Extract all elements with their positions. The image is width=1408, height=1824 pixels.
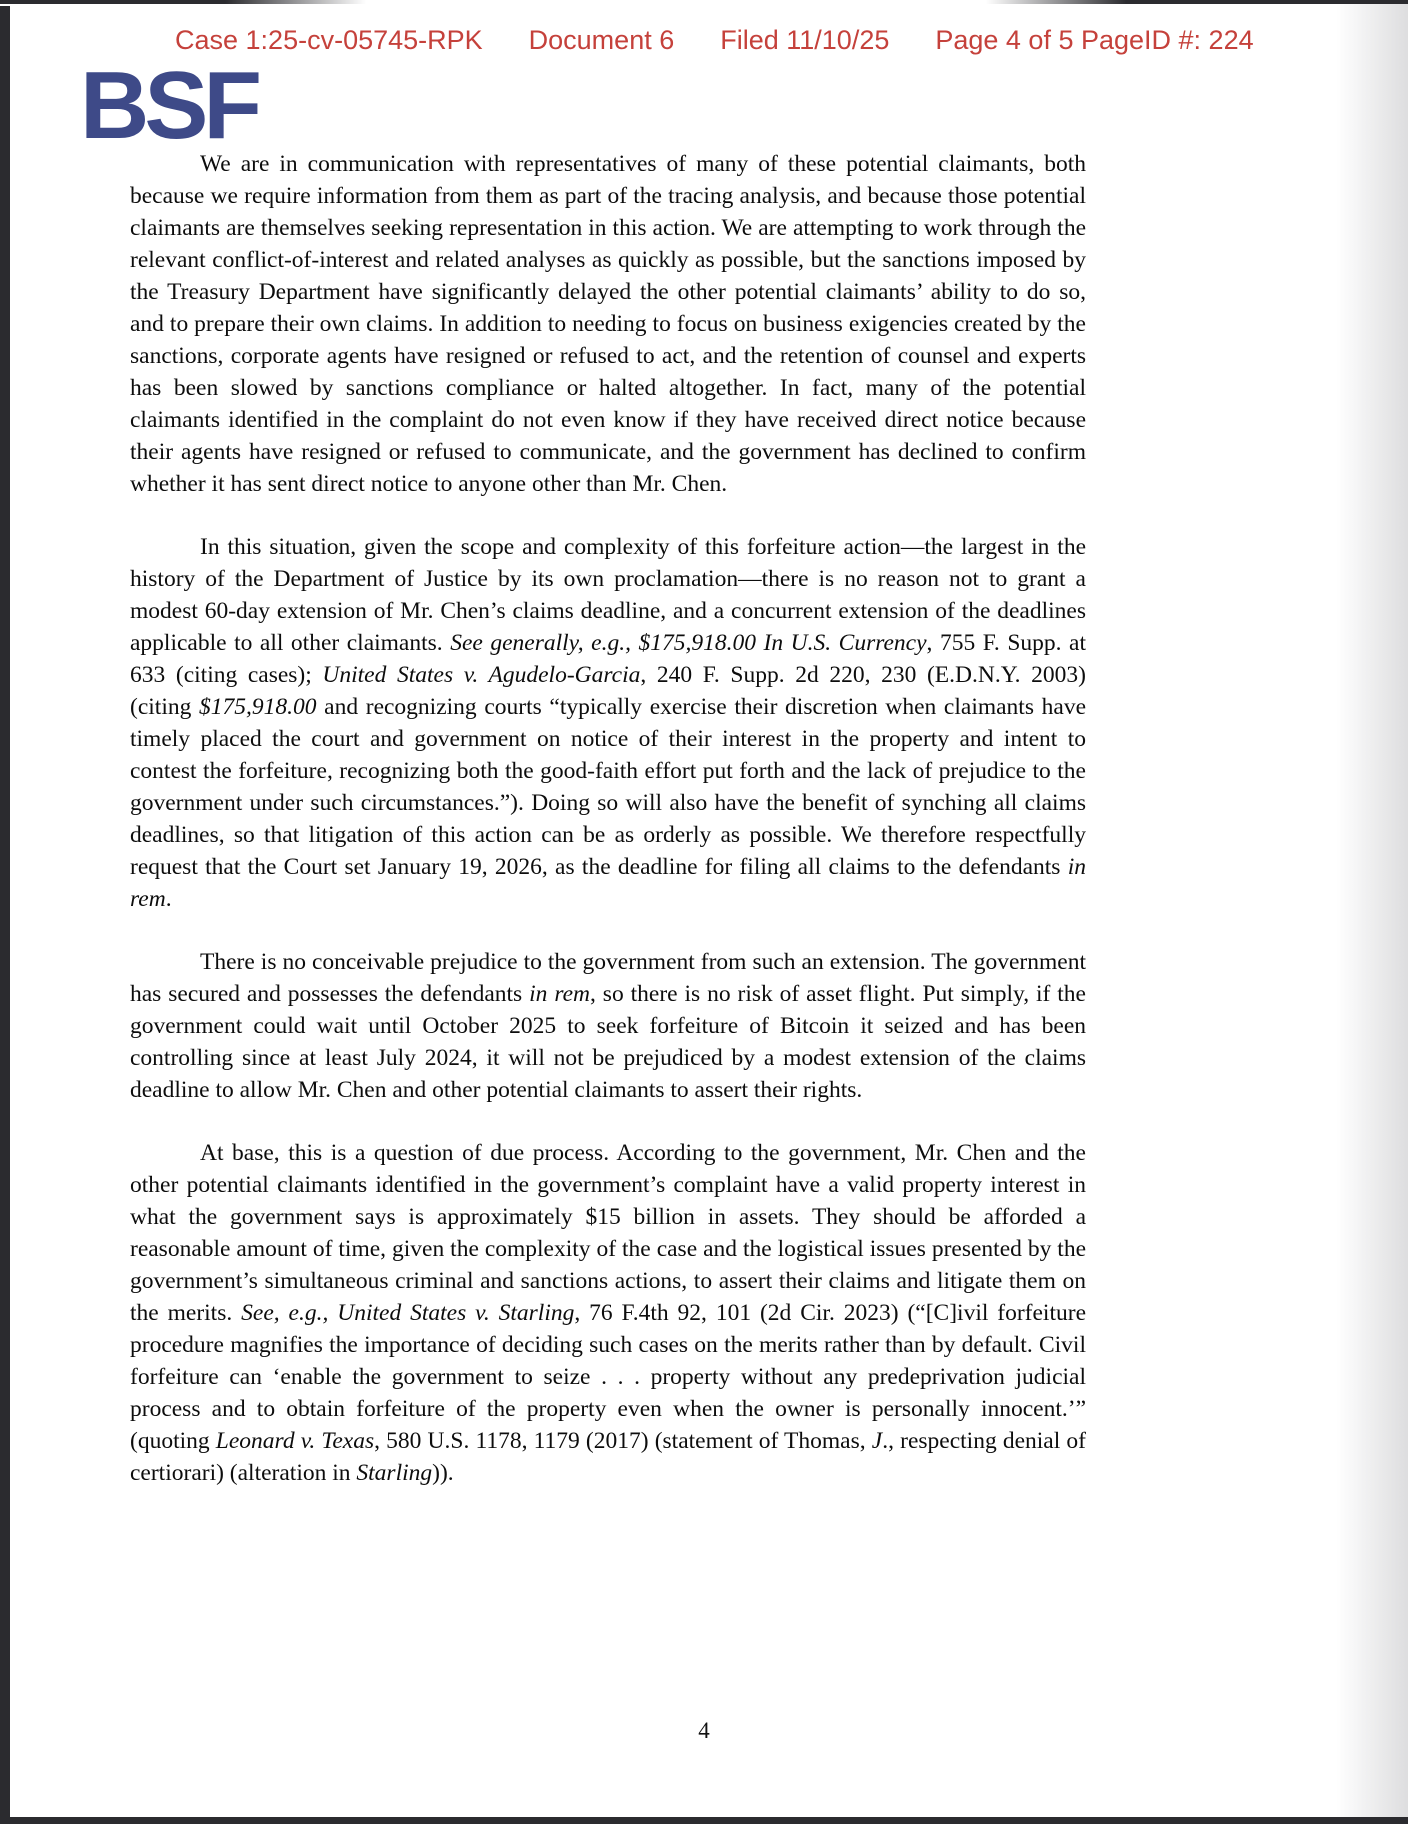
- firm-logo-bsf: BSF: [80, 52, 257, 159]
- legal-paragraph-2: In this situation, given the scope and complexity of this forfeiture action—the largest in the history of the Department of Justice by its own proclamation—there is no reason not to grant a modest 60-day extension of Mr. Chen’s claims deadline, and a concurrent extension of the deadlines applicable to all other claimants. See generally, e.g., $175,918.00 In U.S. Currency, 755 F. Supp. at 633 (citing cases); United States v. Agudelo-Garcia, 240 F. Supp. 2d 220, 230 (E.D.N.Y. 2003) (citing $175,918.00 and recognizing courts “typically exercise their discretion when claimants have timely placed the court and government on notice of their interest in the property and intent to contest the forfeiture, recognizing both the good-faith effort put forth and the lack of prejudice to the government under such circumstances.”). Doing so will also have the benefit of synching all claims deadlines, so that litigation of this action can be as orderly as possible. We therefore respectfully request that the Court set January 19, 2026, as the deadline for filing all claims to the defendants in rem.: [130, 534, 1087, 912]
- case-stamp-header: [175, 25, 1254, 56]
- stamp-case-number: Case 1:25-cv-05745-RPK: [175, 25, 483, 55]
- page-number: 4: [698, 1718, 710, 1743]
- stamp-filed-date: Filed 11/10/25: [720, 25, 890, 55]
- scan-edge-top: [0, 0, 1408, 4]
- scan-edge-bottom: [0, 1817, 1408, 1824]
- legal-paragraph-4: At base, this is a question of due process. According to the government, Mr. Chen and the other potential claimants identified in the government’s complaint have a valid property interest in what the government says is approximately $15 billion in assets. They should be afforded a reasonable amount of time, given the complexity of the case and the logistical issues presented by the government’s simultaneous criminal and sanctions actions, to assert their claims and litigate them on the merits. See, e.g., United States v. Starling, 76 F.4th 92, 101 (2d Cir. 2023) (“[C]ivil forfeiture procedure magnifies the importance of deciding such cases on the merits rather than by default. Civil forfeiture can ‘enable the government to seize . . . property without any predeprivation judicial process and to obtain forfeiture of the property even when the owner is personally innocent.’” (quoting Leonard v. Texas, 580 U.S. 1178, 1179 (2017) (statement of Thomas, J., respecting denial of certiorari) (alteration in Starling)).: [130, 1140, 1086, 1486]
- scan-shadow-right: [1336, 0, 1408, 1824]
- stamp-document-number: Document 6: [528, 25, 675, 55]
- legal-paragraph-1: We are in communication with representatives of many of these potential claimants, both because we require information from them as part of the tracing analysis, and because those potential claimants are themselves seeking representation in this action. We are attempting to work through the relevant conflict-of-interest and related analyses as quickly as possible, but the sanctions imposed by the Treasury Department have significantly delayed the other potential claimants’ ability to do so, and to prepare their own claims. In addition to needing to focus on business exigencies created by the sanctions, corporate agents have resigned or refused to act, and the retention of counsel and experts has been slowed by sanctions compliance or halted altogether. In fact, many of the potential claimants identified in the complaint do not even know if they have received direct notice because their agents have resigned or refused to communicate, and the government has declined to confirm whether it has sent direct notice to anyone other than Mr. Chen.: [130, 151, 1086, 497]
- stamp-page-info: Page 4 of 5 PageID #: 224: [935, 25, 1254, 55]
- letter-body: [130, 148, 1086, 1520]
- scan-edge-left: [0, 6, 10, 1824]
- legal-paragraph-3: There is no conceivable prejudice to the government from such an extension. The government has secured and possesses the defendants in rem, so there is no risk of asset flight. Put simply, if the government could wait until October 2025 to seek forfeiture of Bitcoin it seized and has been controlling since at least July 2024, it will not be prejudiced by a modest extension of the claims deadline to allow Mr. Chen and other potential claimants to assert their rights.: [130, 949, 1086, 1103]
